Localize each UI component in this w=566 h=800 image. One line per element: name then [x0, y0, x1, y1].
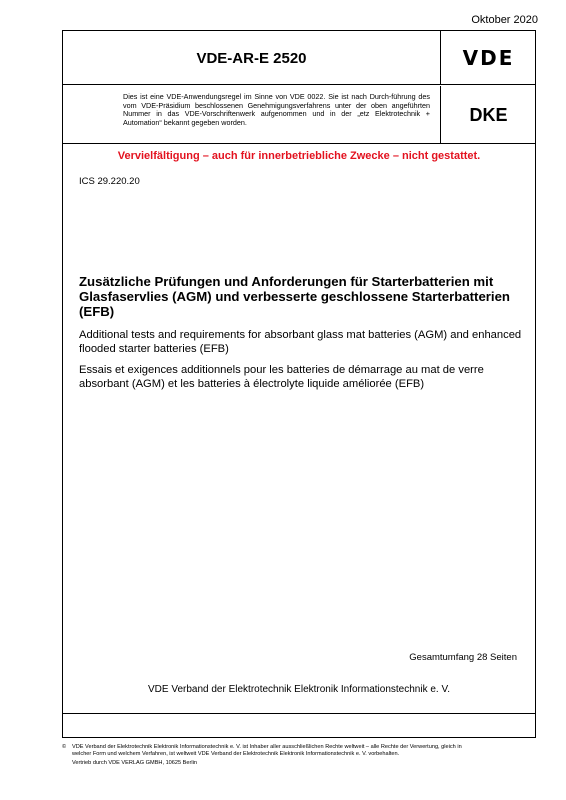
- ics-code: ICS 29.220.20: [79, 176, 140, 187]
- vde-logo: VDE: [462, 46, 515, 70]
- copyright-text: VDE Verband der Elektrotechnik Elektronik Informationstechnik e. V. ist Inhaber aller ausschließlichen Rechte weltweit – alle Rechte der Verwertung, gleich in welcher Form und welchem Verfahren, ist weltweit VDE Verband der Elektrotechnik Elektronik Informationstechnik e. V. vorbehalten.: [72, 744, 462, 757]
- reproduction-warning: Vervielfältigung – auch für innerbetriebliche Zwecke – nicht gestattet.: [117, 150, 481, 162]
- title-german: Zusätzliche Prüfungen und Anforderungen für Starterbatterien mit Glasfaservlies (AGM) und verbesserte geschlossene Starterbatterien (EFB): [79, 274, 510, 319]
- approval-note: Dies ist eine VDE-Anwendungsregel im Sinne von VDE 0022. Sie ist nach Durch-führung des vom VDE-Präsidium beschlossenen Genehmigungsverfahrens unter der oben angeführten Nummer in das VDE-Vorschriftenwerk aufgenommen und in der „etz Elektrotechnik + Automation“ bekannt gegeben worden.: [63, 86, 441, 144]
- standard-number: VDE-AR-E 2520: [63, 31, 441, 85]
- header-row-top: [63, 31, 535, 85]
- title-english: Additional tests and requirements for absorbant glass mat batteries (AGM) and enhanced flooded starter batteries (EFB): [79, 329, 522, 355]
- copyright-symbol: ©: [62, 744, 67, 750]
- header-row-note: [63, 86, 535, 144]
- publication-date: Oktober 2020: [471, 14, 538, 26]
- footer-divider: [63, 713, 535, 714]
- dke-logo: DKE: [469, 104, 508, 125]
- publisher-name: VDE Verband der Elektrotechnik Elektronik Informationstechnik e. V.: [147, 684, 450, 695]
- cover-frame: [62, 30, 536, 738]
- distribution-text: Vertrieb durch VDE VERLAG GMBH, 10625 Berlin: [72, 760, 197, 766]
- title-french: Essais et exigences additionnels pour les batteries de démarrage au mat de verre absorbant (AGM) et les batteries à électrolyte liquide améliorée (EFB): [79, 364, 484, 390]
- copyright-notice: [62, 744, 462, 767]
- total-pages: Gesamtumfang 28 Seiten: [409, 652, 517, 663]
